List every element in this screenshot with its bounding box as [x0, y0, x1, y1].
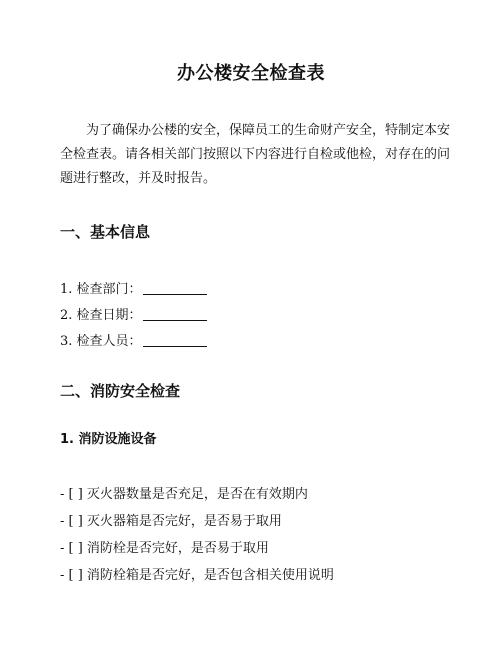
intro-paragraph: 为了确保办公楼的安全，保障员工的生命财产安全，特制定本安全检查表。请各相关部门按照以下内容进行自检或他检，对存在的问题进行整改，并及时报告。 [60, 123, 451, 186]
field-inspector [60, 332, 207, 351]
field-inspection-department [60, 280, 207, 299]
field-label: 1. 检查部门： [60, 282, 142, 297]
fill-in-blank [143, 306, 207, 321]
checklist-item: - [ ] 灭火器数量是否充足，是否在有效期内 [60, 487, 308, 502]
checklist-item: - [ ] 消防栓是否完好，是否易于取用 [60, 541, 269, 556]
section-heading-fire-safety: 二、消防安全检查 [60, 382, 181, 400]
fill-in-blank [143, 332, 207, 347]
field-label: 3. 检查人员： [60, 334, 142, 349]
section-heading-basic-info: 一、基本信息 [60, 223, 151, 241]
checklist-item: - [ ] 灭火器箱是否完好，是否易于取用 [60, 514, 282, 529]
subsection-heading-fire-equipment: 1. 消防设施设备 [60, 432, 157, 447]
checklist-item: - [ ] 消防栓箱是否完好，是否包含相关使用说明 [60, 568, 334, 583]
document-title: 办公楼安全检查表 [177, 63, 325, 84]
fill-in-blank [143, 280, 207, 295]
field-label: 2. 检查日期： [60, 308, 142, 323]
field-inspection-date [60, 306, 207, 325]
